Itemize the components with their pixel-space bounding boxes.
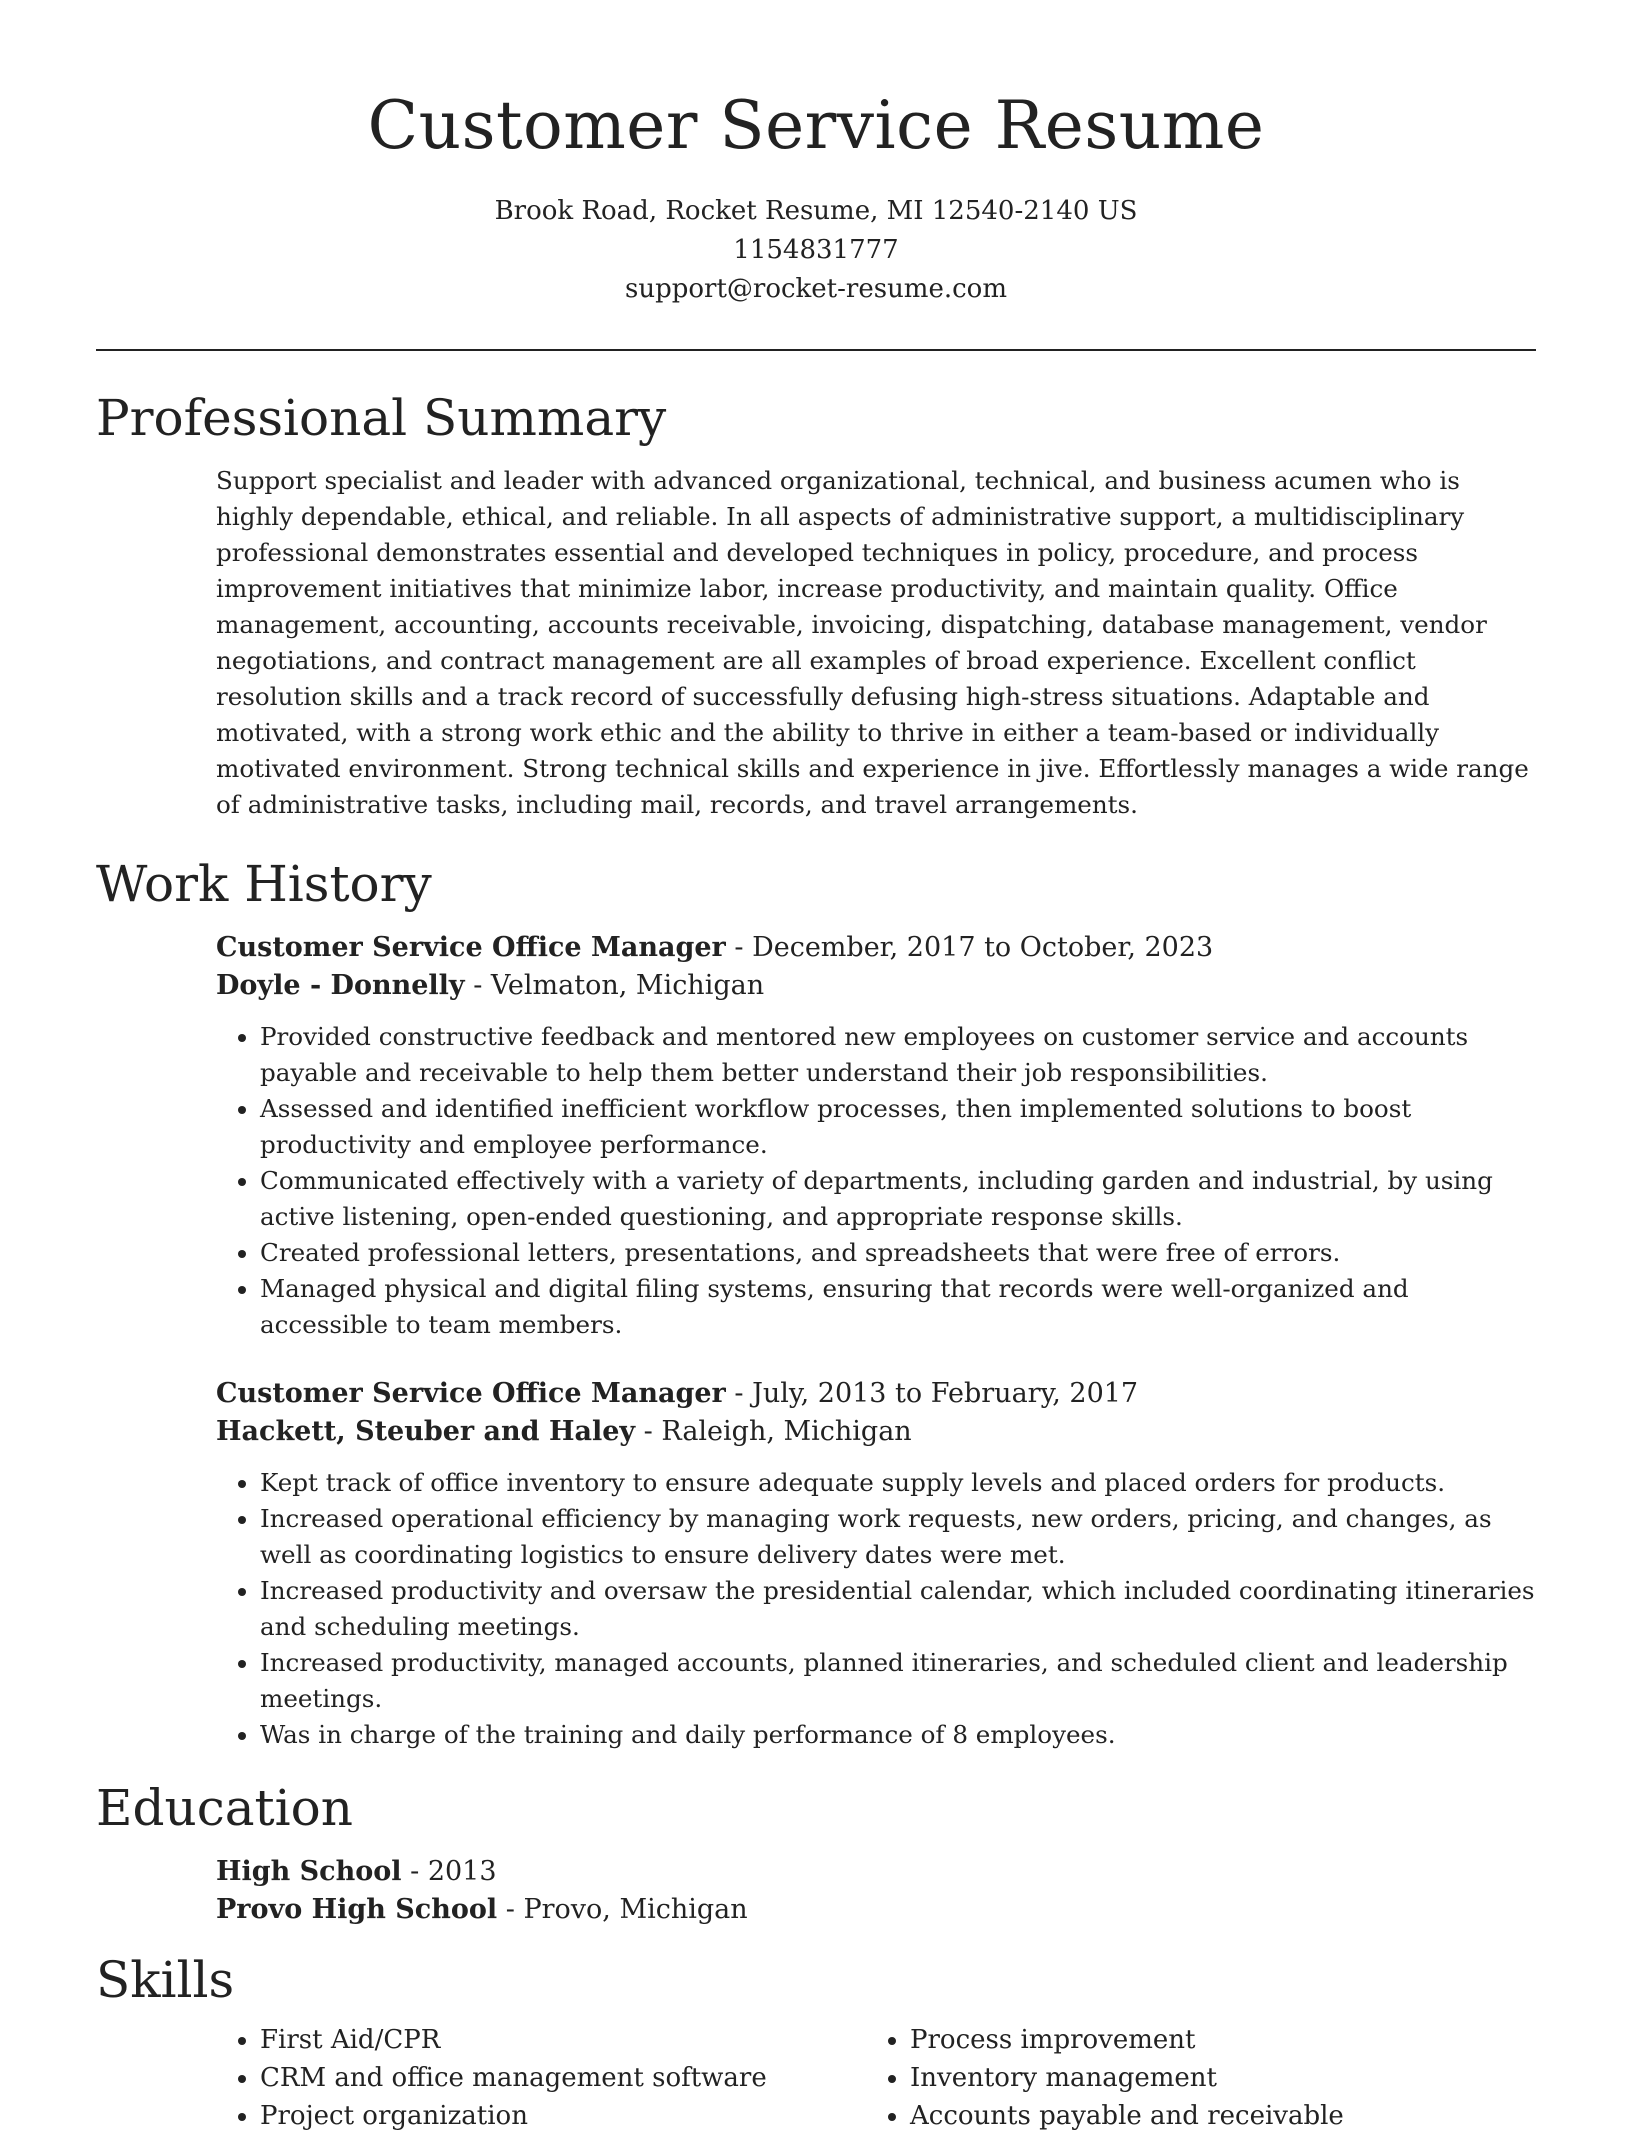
section-title-education: Education	[96, 1779, 353, 1837]
section-title-skills: Skills	[96, 1951, 235, 2009]
job-duties-list	[216, 1465, 1536, 1753]
summary-section	[216, 463, 1536, 823]
job-company: Hackett, Steuber and Haley	[216, 1416, 636, 1447]
list-item: • Increased productivity and oversaw the presidential calendar, which included coordinating itineraries and scheduling meetings.	[260, 1573, 1536, 1645]
job-location: - Raleigh, Michigan	[635, 1416, 912, 1447]
resume-title: Customer Service Resume	[367, 87, 1265, 164]
education-school-line	[216, 1891, 1536, 1929]
job-dates: - December, 2017 to October, 2023	[725, 932, 1214, 963]
job-duties-list	[216, 1019, 1536, 1343]
contact-block	[96, 192, 1536, 309]
section-title-work-history: Work History	[96, 855, 432, 913]
education-entry	[216, 1853, 1536, 1929]
resume-page	[96, 0, 1536, 2135]
list-item: • Assessed and identified inefficient workflow processes, then implemented solutions to boost productivity and employee performance.	[260, 1091, 1536, 1163]
list-item: • Increased operational efficiency by managing work requests, new orders, pricing, and changes, as well as coordinating logistics to ensure delivery dates were met.	[260, 1501, 1536, 1573]
resume-header	[96, 0, 1536, 309]
job-role: Customer Service Office Manager	[216, 932, 726, 963]
skill-item: • CRM and office management software	[260, 2059, 866, 2097]
job-entry-1	[216, 929, 1536, 1343]
job-entry-2	[216, 1375, 1536, 1753]
header-divider	[96, 349, 1536, 351]
education-school: Provo High School	[216, 1894, 498, 1925]
job-role: Customer Service Office Manager	[216, 1378, 726, 1409]
job-company-line	[216, 1413, 1536, 1451]
education-location: - Provo, Michigan	[497, 1894, 748, 1925]
education-degree-line	[216, 1853, 1536, 1891]
list-item: • Managed physical and digital filing systems, ensuring that records were well-organized and accessible to team members.	[260, 1271, 1536, 1343]
job-company-line	[216, 967, 1536, 1005]
job-location: - Velmaton, Michigan	[464, 970, 765, 1001]
skill-item: • First Aid/CPR	[260, 2021, 866, 2059]
list-item: • Communicated effectively with a variety of departments, including garden and industrial, by using active listening, open-ended questioning, and appropriate response skills.	[260, 1163, 1536, 1235]
list-item: • Created professional letters, presentations, and spreadsheets that were free of errors.	[260, 1235, 1536, 1271]
skills-list-right	[866, 2021, 1516, 2135]
skill-item: • Process improvement	[910, 2021, 1516, 2059]
contact-phone: 1154831777	[733, 235, 899, 265]
list-item: • Provided constructive feedback and mentored new employees on customer service and accounts payable and receivable to help them better understand their job responsibilities.	[260, 1019, 1536, 1091]
job-title-line	[216, 1375, 1536, 1413]
list-item: • Was in charge of the training and daily performance of 8 employees.	[260, 1717, 1536, 1753]
contact-email: support@rocket-resume.com	[624, 274, 1007, 304]
section-title-summary: Professional Summary	[96, 389, 667, 447]
skill-item: • Project organization	[260, 2097, 866, 2135]
list-item: • Increased productivity, managed accounts, planned itineraries, and scheduled client and leadership meetings.	[260, 1645, 1536, 1717]
skills-list-left	[216, 2021, 866, 2135]
job-title-line	[216, 929, 1536, 967]
skill-item: • Accounts payable and receivable	[910, 2097, 1516, 2135]
contact-address: Brook Road, Rocket Resume, MI 12540-2140 US	[494, 196, 1138, 226]
list-item: • Kept track of office inventory to ensure adequate supply levels and placed orders for products.	[260, 1465, 1536, 1501]
skills-section	[216, 2021, 1536, 2135]
education-degree: High School	[216, 1856, 402, 1887]
education-year: - 2013	[401, 1856, 497, 1887]
job-company: Doyle - Donnelly	[216, 970, 465, 1001]
skill-item: • Inventory management	[910, 2059, 1516, 2097]
summary-text: Support specialist and leader with advanced organizational, technical, and business acumen who is highly dependable, ethical, and reliable. In all aspects of administrative support, a multidisciplinary professional demonstrates essential and developed techniques in policy, procedure, and process improvement initiatives that minimize labor, increase productivity, and maintain quality. Office management, accounting, accounts receivable, invoicing, dispatching, database management, vendor negotiations, and contract management are all examples of broad experience. Excellent conflict resolution skills and a track record of successfully defusing high-stress situations. Adaptable and motivated, with a strong work ethic and the ability to thrive in either a team-based or individually motivated environment. Strong technical skills and experience in jive. Effortlessly manages a wide range of administrative tasks, including mail, records, and travel arrangements.	[216, 466, 1529, 819]
job-dates: - July, 2013 to February, 2017	[725, 1378, 1139, 1409]
